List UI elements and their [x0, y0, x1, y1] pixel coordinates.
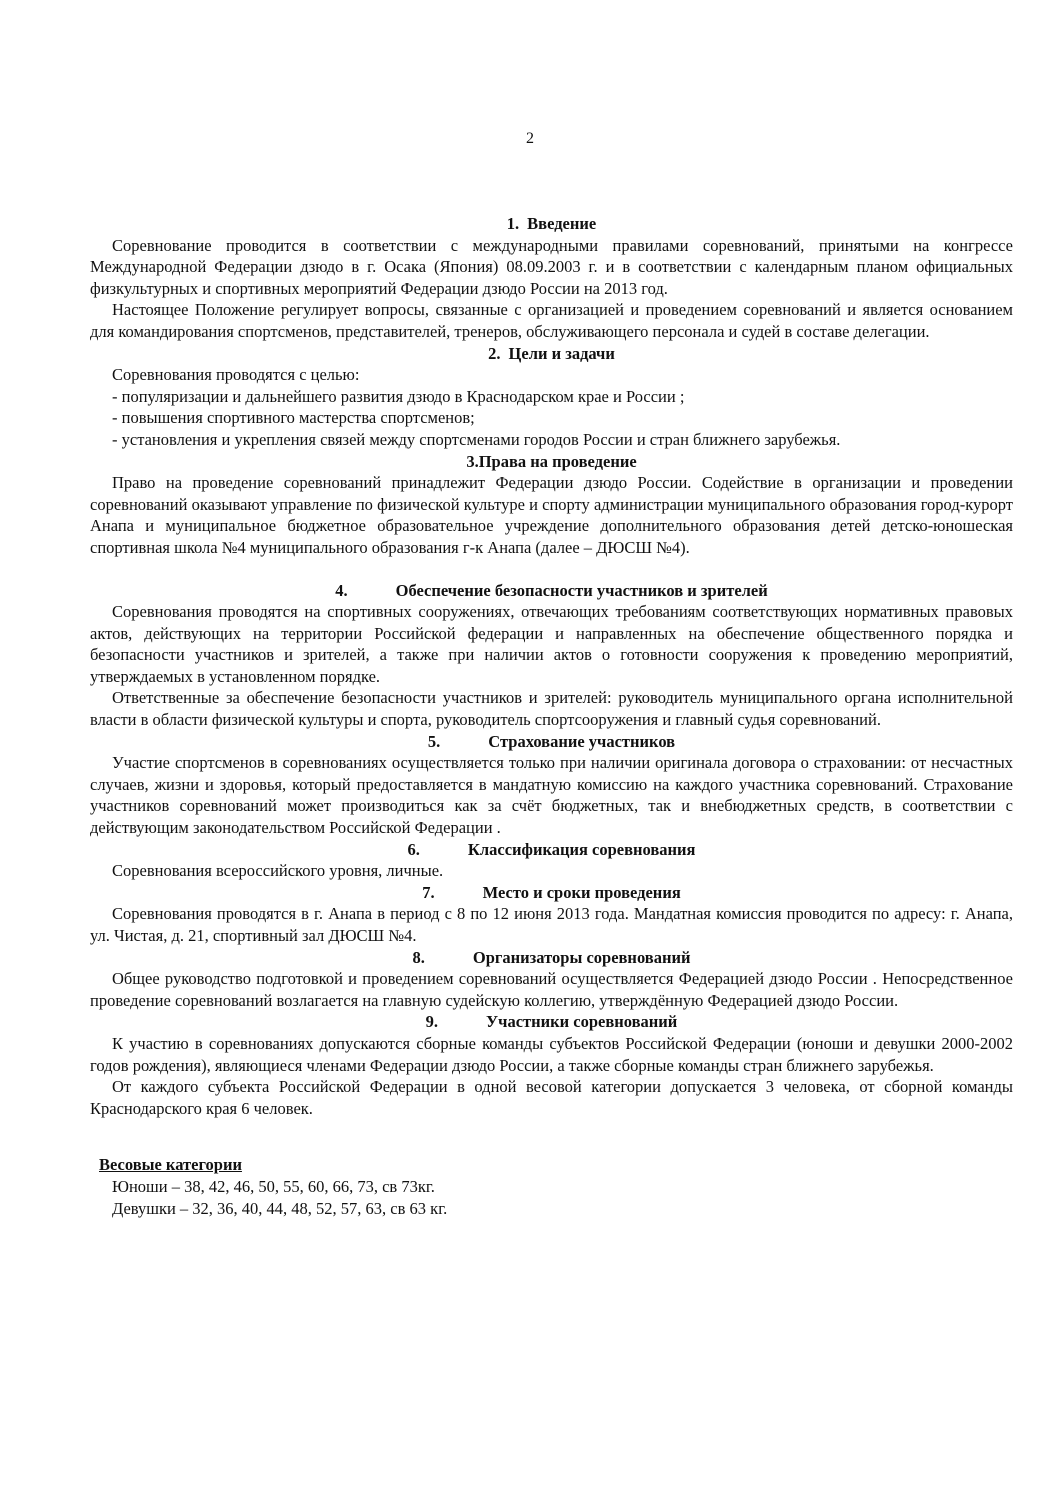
section-1-paragraph-1: Соревнование проводится в соответствии с международными правилами соревнований, принятыми на конгрессе Международной Федерации дзюдо в г. Осака (Япония) 08.09.2003 г. и в соответствии с календарным планом официальных физкультурных и спортивных мероприятий Федерации дзюдо России на 2013 год.	[90, 235, 1013, 298]
section-4-title: Обеспечение безопасности участников и зрителей	[395, 580, 768, 600]
section-4-paragraph-1: Соревнования проводятся на спортивных сооружениях, отвечающих требованиям соответствующих нормативных правовых актов, действующих на территории Российской федерации и направленных на обеспечение общественного порядка и безопасности участников и зрителей, а также при наличии актов о готовности сооружения к проведению мероприятий, утверждаемых в установленном порядке.	[90, 602, 1013, 686]
section-6-title: Классификация соревнования	[467, 839, 696, 859]
section-5-heading	[90, 731, 1013, 753]
section-9-paragraph-2: От каждого субъекта Российской Федерации в одной весовой категории допускается 3 человека, от сборной команды Краснодарского края 6 человек.	[90, 1077, 1013, 1118]
section-8-title: Организаторы соревнований	[472, 947, 691, 967]
spacer	[90, 1140, 1013, 1154]
section-1-heading	[90, 213, 1013, 235]
section-9-heading	[90, 1011, 1013, 1033]
section-7-heading	[90, 882, 1013, 904]
section-3-paragraph-1: Право на проведение соревнований принадлежит Федерации дзюдо России. Содействие в организации и проведении соревнований оказывают управление по физической культуре и спорту администрации муниципального образования город-курорт Анапа и муниципальное бюджетное образовательное учреждение дополнительного образования детей детско-юношеская спортивная школа №4 муниципального образования г-к Анапа (далее – ДЮСШ №4).	[90, 473, 1013, 557]
section-1-title: Введение	[527, 214, 597, 233]
section-5-paragraph-1: Участие спортсменов в соревнованиях осуществляется только при наличии оригинала договора о страховании: от несчастных случаев, жизни и здоровья, который предоставляется в мандатную комиссию на каждого участника соревнований. Страхование участников соревнований может производиться как за счёт бюджетных, так и внебюджетных средств, в соответствии с действующим законодательством Российской Федерации .	[90, 753, 1013, 838]
weight-categories-boys: Юноши – 38, 42, 46, 50, 55, 60, 66, 73, св 73кг.	[112, 1176, 435, 1196]
section-4-paragraph-2: Ответственные за обеспечение безопасности участников и зрителей: руководитель муниципального органа исполнительной власти в области физической культуры и спорта, руководитель спортсооружения и главный судья соревнований.	[90, 688, 1013, 730]
section-2-title: Цели и задачи	[508, 343, 615, 363]
spacer	[90, 559, 1013, 580]
section-5-title: Страхование участников	[488, 731, 676, 751]
page-number: 2	[526, 130, 534, 147]
section-7-paragraph-1: Соревнования проводятся в г. Анапа в период с 8 по 12 июня 2013 года. Мандатная комиссия проводится по адресу: г. Анапа, ул. Чистая, д. 21, спортивный зал ДЮСШ №4.	[90, 904, 1013, 945]
section-1-number: 1.	[506, 214, 520, 233]
section-5-number: 5.	[427, 731, 441, 751]
section-9-paragraph-1: К участию в соревнованиях допускаются сборные команды субъектов Российской Федерации (юноши и девушки 2000-2002 годов рождения), являющиеся членами Федерации дзюдо России, а также сборные команды стран ближнего зарубежья.	[90, 1033, 1013, 1075]
section-2-intro: Соревнования проводятся с целью:	[112, 365, 360, 385]
section-4-heading	[90, 580, 1013, 602]
section-7-number: 7.	[422, 882, 435, 902]
section-9-title: Участники соревнований	[486, 1012, 678, 1032]
section-4-number: 4.	[335, 580, 348, 600]
section-8-number: 8.	[412, 947, 425, 967]
section-2-item-1: - популяризации и дальнейшего развития дзюдо в Краснодарском крае и России ;	[112, 386, 685, 406]
section-1-paragraph-2: Настоящее Положение регулирует вопросы, связанные с организацией и проведением соревнований и является основанием для командирования спортсменов, представителей, тренеров, обслуживающего персонала и судей в составе делегации.	[90, 300, 1013, 341]
section-7-title: Место и сроки проведения	[482, 882, 681, 902]
section-8-paragraph-1: Общее руководство подготовкой и проведением соревнований осуществляется Федерацией дзюдо России . Непосредственное проведение соревнований возлагается на главную судейскую коллегию, утверждённую Федерацией дзюдо России.	[90, 969, 1013, 1010]
weight-categories-title: Весовые категории	[99, 1155, 242, 1175]
section-9-number: 9.	[425, 1012, 439, 1032]
section-6-paragraph-1: Соревнования всероссийского уровня, личные.	[112, 861, 444, 881]
weight-categories-girls: Девушки – 32, 36, 40, 44, 48, 52, 57, 63, св 63 кг.	[112, 1198, 448, 1218]
section-6-heading	[90, 839, 1013, 861]
section-2-item-3: - установления и укрепления связей между спортсменами городов России и стран ближнего зарубежья.	[112, 429, 841, 449]
section-6-number: 6.	[407, 839, 420, 859]
section-2-number: 2.	[488, 343, 501, 363]
section-8-heading	[90, 947, 1013, 969]
section-2-heading	[90, 343, 1013, 365]
section-3-heading: 3.Права на проведение	[466, 451, 637, 471]
spacer	[90, 1119, 1013, 1140]
document-body	[90, 213, 1013, 1219]
section-2-item-2: - повышения спортивного мастерства спортсменов;	[112, 408, 475, 428]
